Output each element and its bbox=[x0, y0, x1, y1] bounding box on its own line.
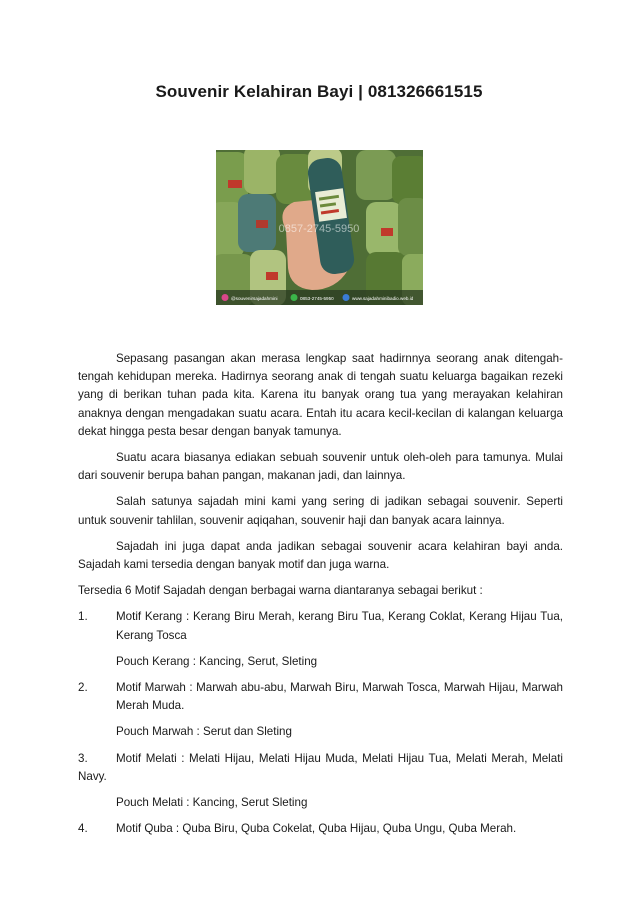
paragraph: Sajadah ini juga dapat anda jadikan sebagai souvenir acara kelahiran bayi anda. Sajadah kami tersedia dengan banyak motif dan juga warna. bbox=[78, 539, 563, 572]
paragraph: Suatu acara biasanya ediakan sebuah souvenir untuk oleh-oleh para tamunya. Mulai dari souvenir berupa bahan pangan, makanan jadi, dan lainnya. bbox=[78, 451, 563, 483]
list-item-text: Motif Melati : Melati Hijau, Melati Hijau Muda, Melati Hijau Tua, Melati Merah, Melati Navy. bbox=[78, 751, 563, 783]
paragraph: Salah satunya sajadah mini kami yang sering di jadikan sebagai souvenir. Seperti untuk souvenir tahlilan, souvenir aqiqahan, souvenir haji dan banyak acara lainnya. bbox=[78, 495, 563, 527]
page-title: Souvenir Kelahiran Bayi | 081326661515 bbox=[155, 82, 483, 101]
list-item bbox=[78, 679, 563, 715]
list-item bbox=[78, 820, 563, 838]
photo-watermark: 0857-2745-5950 bbox=[278, 223, 360, 235]
list-number: 3. bbox=[78, 751, 88, 765]
pouch-info: Pouch Kerang : Kancing, Serut, Sleting bbox=[116, 654, 318, 668]
article-body bbox=[78, 350, 563, 846]
list-item-text: Motif Kerang : Kerang Biru Merah, kerang Biru Tua, Kerang Coklat, Kerang Hijau Tua, Kerang Tosca bbox=[116, 610, 563, 642]
photo-footer-web: www.sajadahminibadio.web.id bbox=[352, 296, 414, 301]
list-intro: Tersedia 6 Motif Sajadah dengan berbagai warna diantaranya sebagai berikut : bbox=[78, 584, 483, 598]
list-item bbox=[78, 608, 563, 644]
photo-footer-instagram: @souvenirsajadahmini bbox=[231, 296, 278, 301]
list-number: 4. bbox=[78, 822, 88, 836]
list-item-text: Motif Quba : Quba Biru, Quba Cokelat, Quba Hijau, Quba Ungu, Quba Merah. bbox=[116, 822, 517, 836]
product-photo bbox=[216, 150, 423, 305]
list-number: 2. bbox=[78, 681, 88, 695]
pouch-info: Pouch Melati : Kancing, Serut Sleting bbox=[116, 796, 308, 810]
list-item bbox=[78, 750, 563, 786]
paragraph: Sepasang pasangan akan merasa lengkap saat hadirnnya seorang anak ditengah-tengah kehidupan mereka. Hadirnya seorang anak di tengah suatu keluarga bagaikan rezeki yang di berikan tuhan pada kita. Karena itu banyak orang tua yang merayakan kelahiran anaknya dengan mengadakan suatu acara. Entah itu acara kecil-kecilan di kalangan keluarga dekat hingga pesta besar dengan banyak tamunya. bbox=[78, 352, 563, 438]
list-number: 1. bbox=[78, 610, 88, 624]
photo-footer-phone: 0853-2745-5950 bbox=[300, 296, 334, 301]
list-item-text: Motif Marwah : Marwah abu-abu, Marwah Biru, Marwah Tosca, Marwah Hijau, Marwah Merah Muda. bbox=[116, 681, 563, 713]
pouch-info: Pouch Marwah : Serut dan Sleting bbox=[116, 725, 292, 739]
